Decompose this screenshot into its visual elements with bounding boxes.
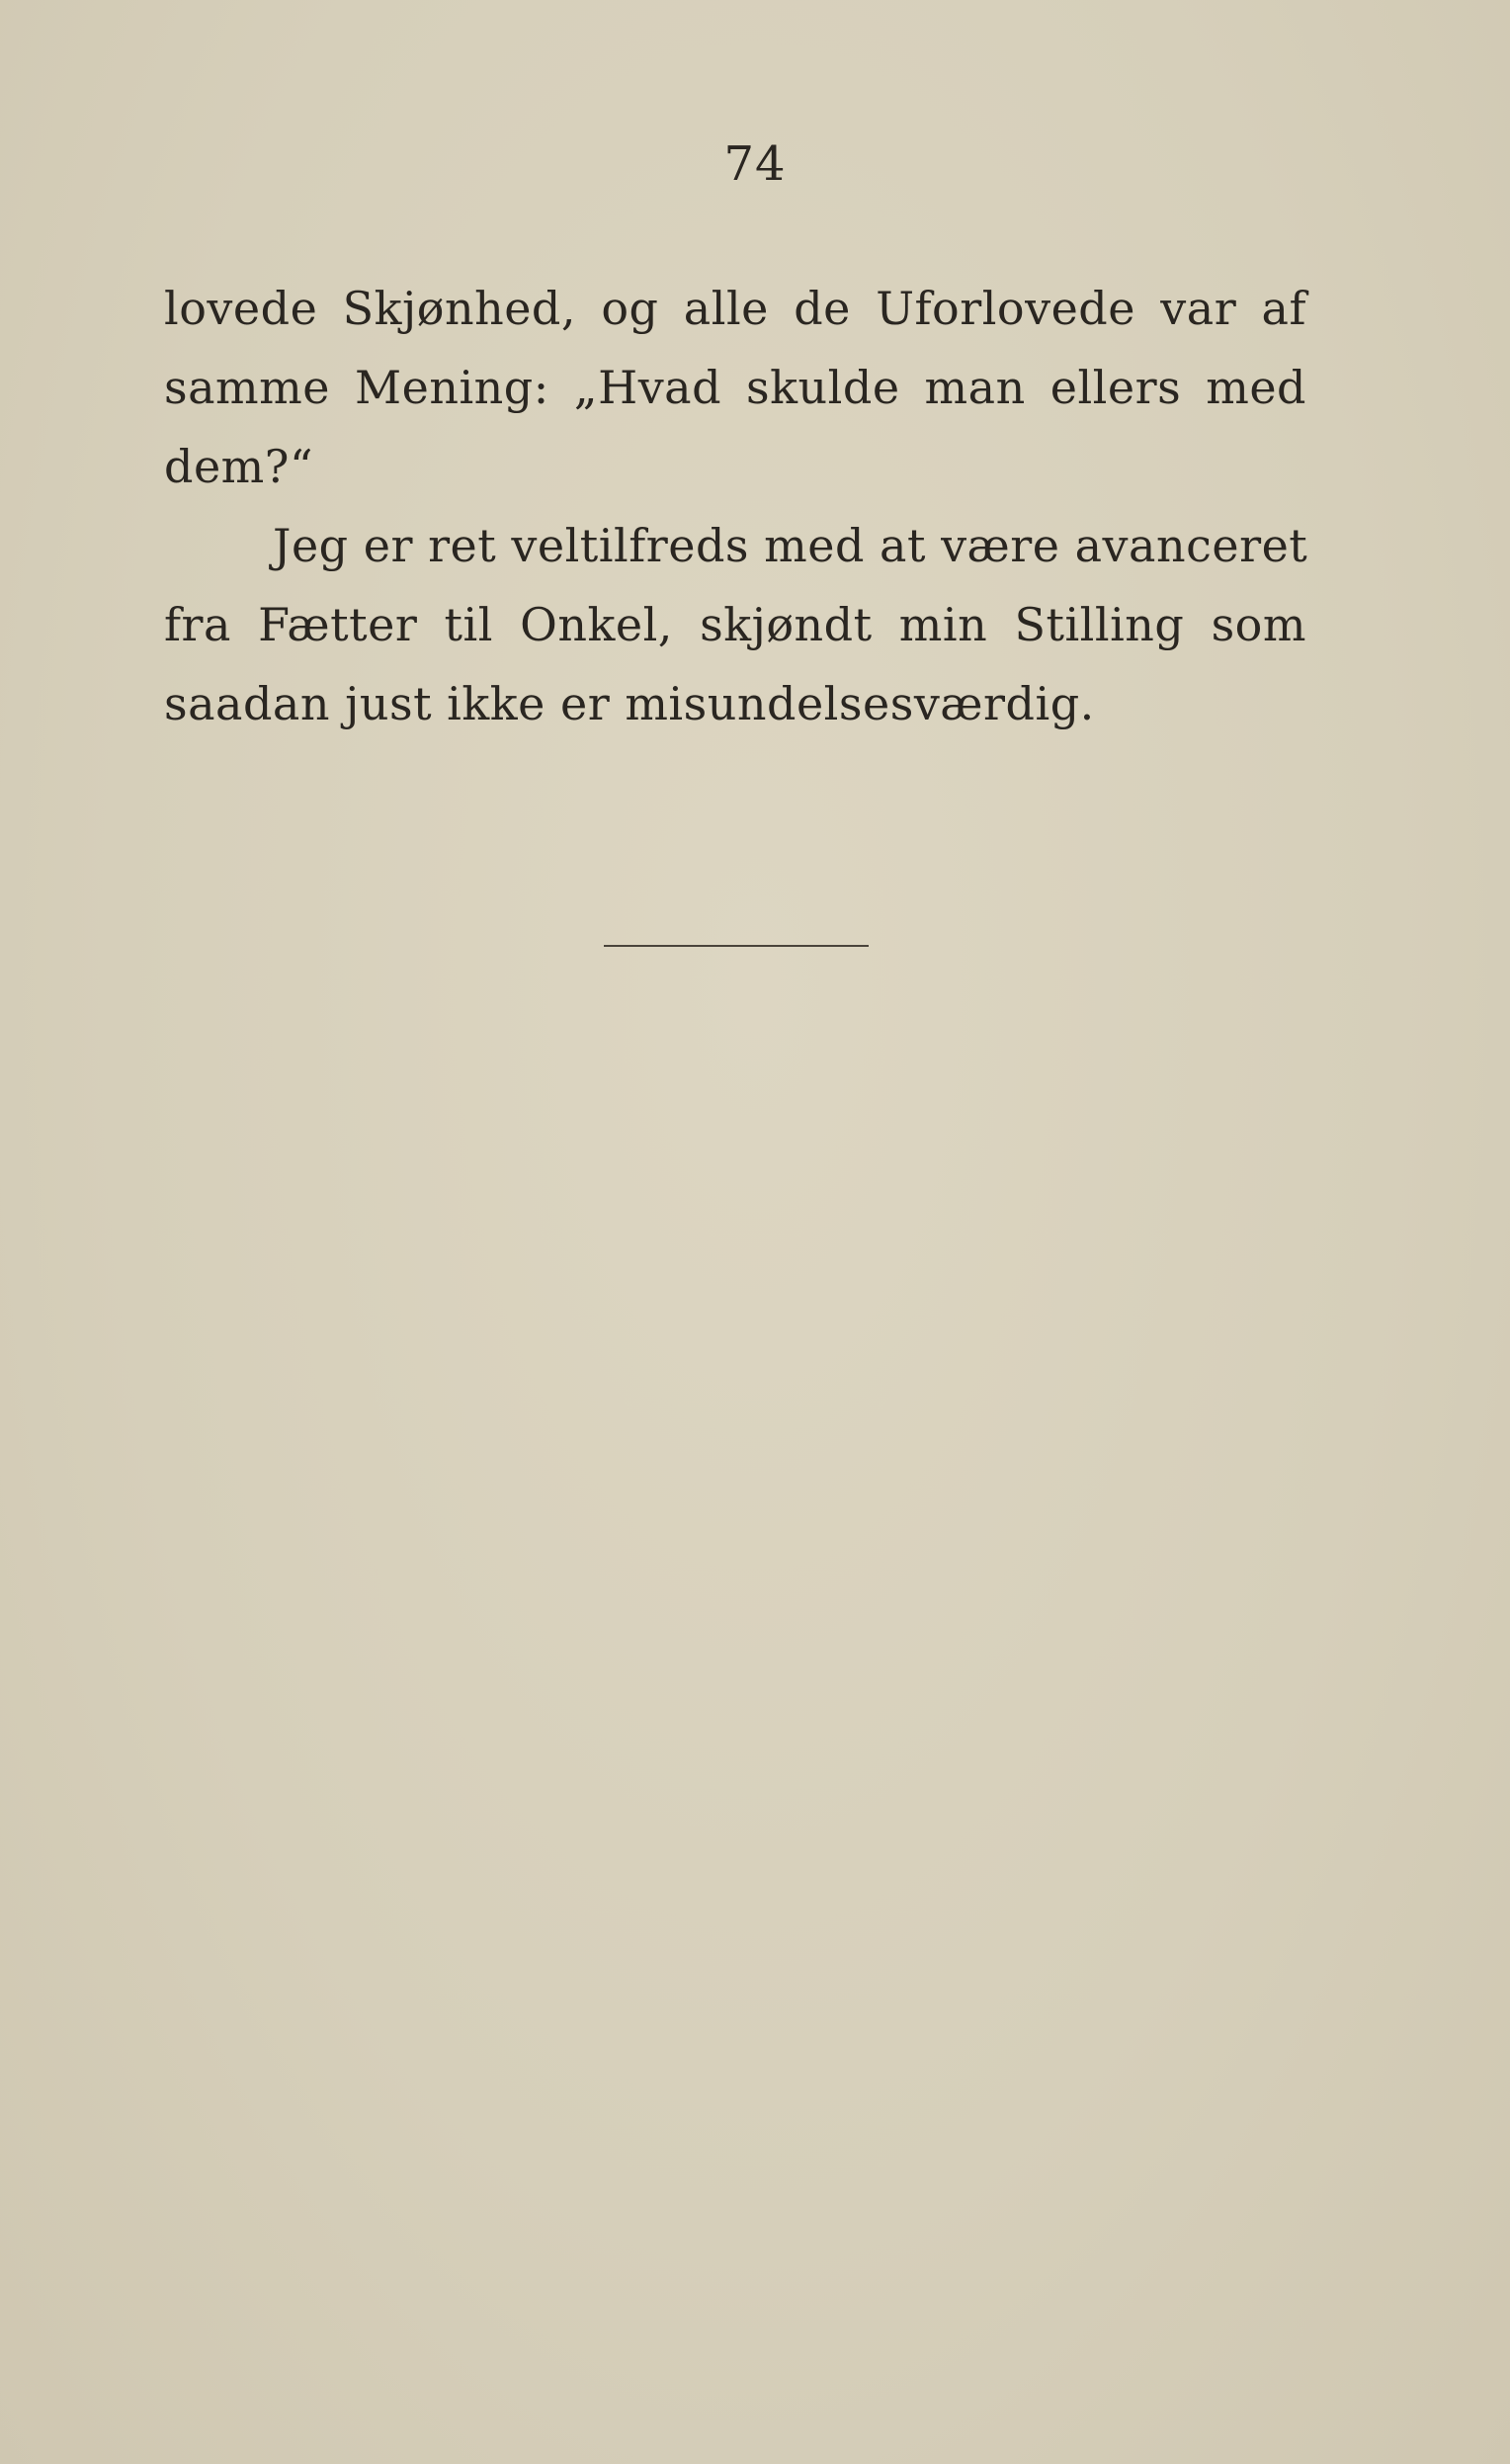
section-divider bbox=[604, 945, 869, 947]
text-line: Jeg er ret veltilfreds med at være avanceret bbox=[273, 519, 1308, 572]
text-line: saadan just ikke er misundelsesværdig. bbox=[164, 677, 1095, 730]
text-line: fra Fætter til Onkel, skjøndt min Stilling som bbox=[164, 598, 1306, 651]
text-line: lovede Skjønhed, og alle de Uforlovede var af bbox=[164, 282, 1306, 335]
page-number: 74 bbox=[723, 136, 787, 192]
body-text bbox=[164, 269, 1306, 743]
text-line: samme Mening: „Hvad skulde man ellers med bbox=[164, 361, 1306, 414]
text-line: dem?“ bbox=[164, 440, 313, 493]
